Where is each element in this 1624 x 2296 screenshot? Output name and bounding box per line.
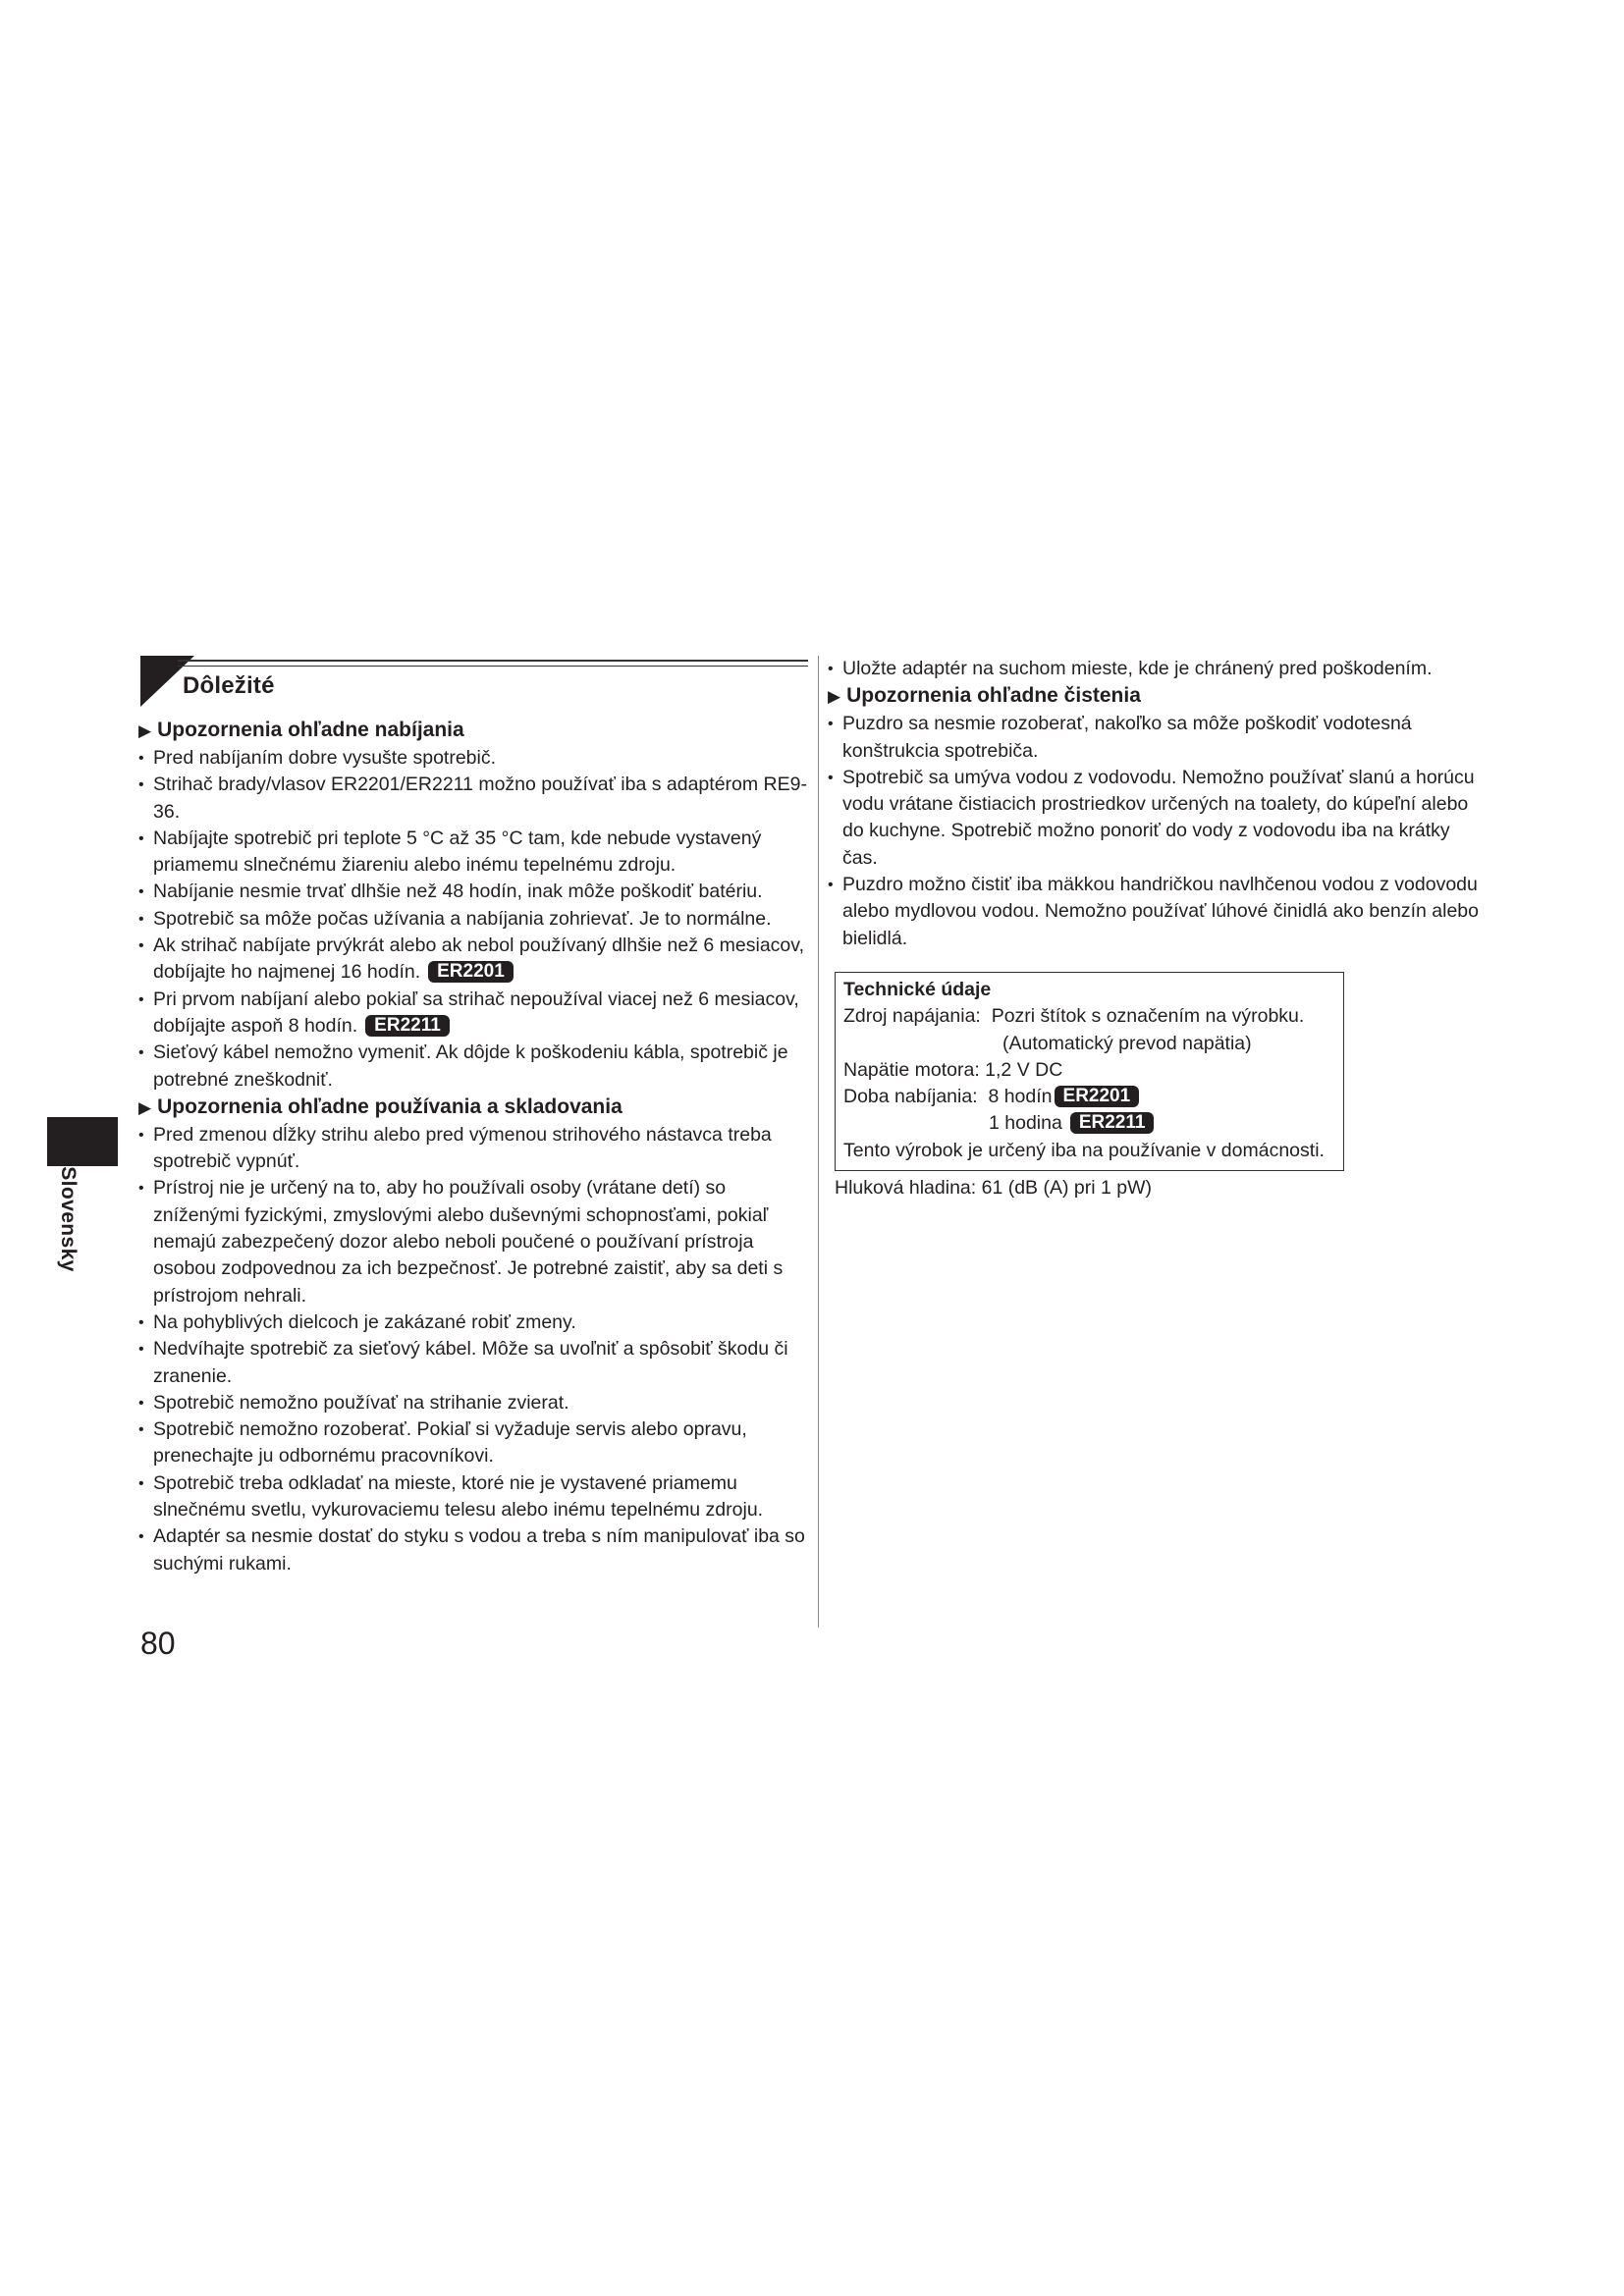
list-item: • Puzdro sa nesmie rozoberať, nakoľko sa môže poškodiť vodotesná konštrukcia spotrebiča.	[828, 713, 1412, 762]
list-item: • Spotrebič sa umýva vodou z vodovodu. Nemožno používať slanú a horúcu vodu vrátane čistiacich prostriedkov určených na toalety, do kúpeľní alebo do kuchyne. Spotrebič možno ponoriť do vody z vodovodu iba na krátky čas.	[828, 766, 1475, 869]
bullet-icon: •	[138, 750, 144, 767]
spec-power-row: Zdroj napájania: Pozri štítok s označením na výrobku.	[843, 1005, 1305, 1028]
model-badge: ER2201	[1055, 1086, 1140, 1107]
language-label: Slovensky	[57, 1166, 80, 1272]
list-item: • Uložte adaptér na suchom mieste, kde je chránený pred poškodením.	[828, 656, 1486, 682]
arrow-right-icon: ▶	[138, 721, 152, 740]
bullet-icon: •	[138, 990, 144, 1008]
bullet-icon: •	[138, 883, 144, 901]
header-rule-thin	[178, 666, 808, 667]
spec-power-note: (Automatický prevod napätia)	[1002, 1032, 1252, 1054]
model-badge: ER2211	[365, 1015, 450, 1037]
list-item: • Puzdro možno čistiť iba mäkkou handričkou navlhčenou vodou z vodovodu alebo mydlovou vodou. Nemožno používať lúhové činidlá ako benzín alebo bielidlá.	[828, 874, 1479, 949]
list-item: • Spotrebič treba odkladať na mieste, ktoré nie je vystavené priamemu slnečnému svetlu, vykurovaciemu telesu alebo inému tepelnému zdroju.	[138, 1471, 764, 1522]
bullet-icon: •	[138, 1180, 144, 1198]
list-item: • Strihač brady/vlasov ER2201/ER2211 možno používať iba s adaptérom RE9-36.	[138, 774, 807, 823]
bullet-icon: •	[138, 1528, 144, 1546]
bullet-icon: •	[828, 661, 834, 677]
header-rule	[178, 660, 808, 662]
page-number: 80	[140, 1626, 176, 1661]
specs-title: Technické údaje	[843, 978, 992, 1000]
bullet-icon: •	[138, 1474, 144, 1492]
spec-charge-row-2: 1 hodina ER2211	[843, 1110, 1335, 1137]
list-item: • Nabíjajte spotrebič pri teplote 5 °C až 35 °C tam, kde nebude vystavený priamemu slnečnému žiareniu alebo inému tepelnému zdroju.	[138, 827, 762, 877]
bullet-icon: •	[138, 1394, 144, 1412]
list-item: • Pred zmenou dĺžky strihu alebo pred výmenou strihového nástavca treba spotrebič vypnúť.	[138, 1123, 772, 1173]
usage-list	[138, 1122, 808, 1577]
list-item: • Nedvíhajte spotrebič za sieťový kábel. Môže sa uvoľniť a spôsobiť škodu či zranenie.	[138, 1338, 788, 1387]
model-badge: ER2211	[1070, 1112, 1155, 1134]
bullet-icon: •	[138, 829, 144, 847]
left-column	[138, 656, 808, 1577]
charging-list	[138, 745, 808, 1094]
bullet-icon: •	[828, 769, 834, 786]
list-item: • Adaptér sa nesmie dostať do styku s vodou a treba s ním manipulovať iba so suchými rukami.	[138, 1525, 805, 1575]
technical-specs-box	[835, 972, 1344, 1171]
bullet-icon: •	[138, 1421, 144, 1439]
bullet-icon: •	[828, 877, 834, 894]
column-divider	[818, 656, 819, 1628]
list-item: • Spotrebič sa môže počas užívania a nabíjania zohrievať. Je to normálne.	[138, 906, 808, 933]
list-item: • Spotrebič nemožno používať na strihanie zvierat.	[138, 1390, 808, 1416]
bullet-icon: •	[138, 1313, 144, 1331]
model-badge: ER2201	[428, 961, 514, 983]
bullet-icon: •	[138, 910, 144, 928]
bullet-icon: •	[138, 1044, 144, 1062]
list-item: • Prístroj nie je určený na to, aby ho používali osoby (vrátane detí) so zníženými fyzickými, zmyslovými alebo duševnými schopnosťami, pokiaľ nemajú zabezpečený dozor alebo neboli poučené o používaní prístroja osobou zodpovednou za ich bezpečnosť. Je potrebné zaistiť, aby sa deti s prístrojom nehrali.	[138, 1177, 784, 1307]
bullet-icon: •	[138, 776, 144, 794]
spec-household-note: Tento výrobok je určený iba na používanie v domácnosti.	[843, 1139, 1325, 1161]
section-header	[138, 656, 808, 711]
list-item: • Sieťový kábel nemožno vymeniť. Ak dôjde k poškodeniu kábla, spotrebič je potrebné zneškodniť.	[138, 1041, 788, 1091]
arrow-right-icon: ▶	[138, 1097, 152, 1117]
arrow-right-icon: ▶	[828, 687, 841, 707]
usage-list-continued	[828, 656, 1486, 682]
spec-charge-row: Doba nabíjania: 8 hodín ER2201	[843, 1084, 1335, 1110]
list-item: • Pred nabíjaním dobre vysušte spotrebič.	[138, 745, 808, 772]
noise-level: Hluková hladina: 61 (dB (A) pri 1 pW)	[835, 1177, 1152, 1200]
charging-heading: ▶ Upozornenia ohľadne nabíjania	[138, 719, 464, 741]
bullet-icon: •	[828, 716, 834, 733]
cleaning-list	[828, 711, 1486, 952]
list-item: • Spotrebič nemožno rozoberať. Pokiaľ si vyžaduje servis alebo opravu, prenechajte ju odbornému pracovníkovi.	[138, 1418, 747, 1468]
bullet-icon: •	[138, 1341, 144, 1359]
list-item: • Na pohyblivých dielcoch je zakázané robiť zmeny.	[138, 1309, 808, 1336]
list-item: • Pri prvom nabíjaní alebo pokiaľ sa strihač nepoužíval viacej než 6 mesiacov, dobíjajte aspoň 8 hodín. ER2211	[138, 988, 799, 1037]
spec-motor-row: Napätie motora: 1,2 V DC	[843, 1058, 1063, 1081]
usage-heading: ▶ Upozornenia ohľadne používania a skladovania	[138, 1095, 623, 1118]
list-item: • Nabíjanie nesmie trvať dlhšie než 48 hodín, inak môže poškodiť batériu.	[138, 879, 808, 905]
section-title: Dôležité	[183, 672, 275, 699]
bullet-icon: •	[138, 937, 144, 955]
right-column	[828, 656, 1486, 1201]
list-item: • Ak strihač nabíjate prvýkrát alebo ak nebol používaný dlhšie než 6 mesiacov, dobíjajte ho najmenej 16 hodín. ER2201	[138, 934, 804, 984]
language-tab-marker	[47, 1117, 118, 1166]
bullet-icon: •	[138, 1126, 144, 1144]
cleaning-heading: ▶ Upozornenia ohľadne čistenia	[828, 684, 1141, 708]
